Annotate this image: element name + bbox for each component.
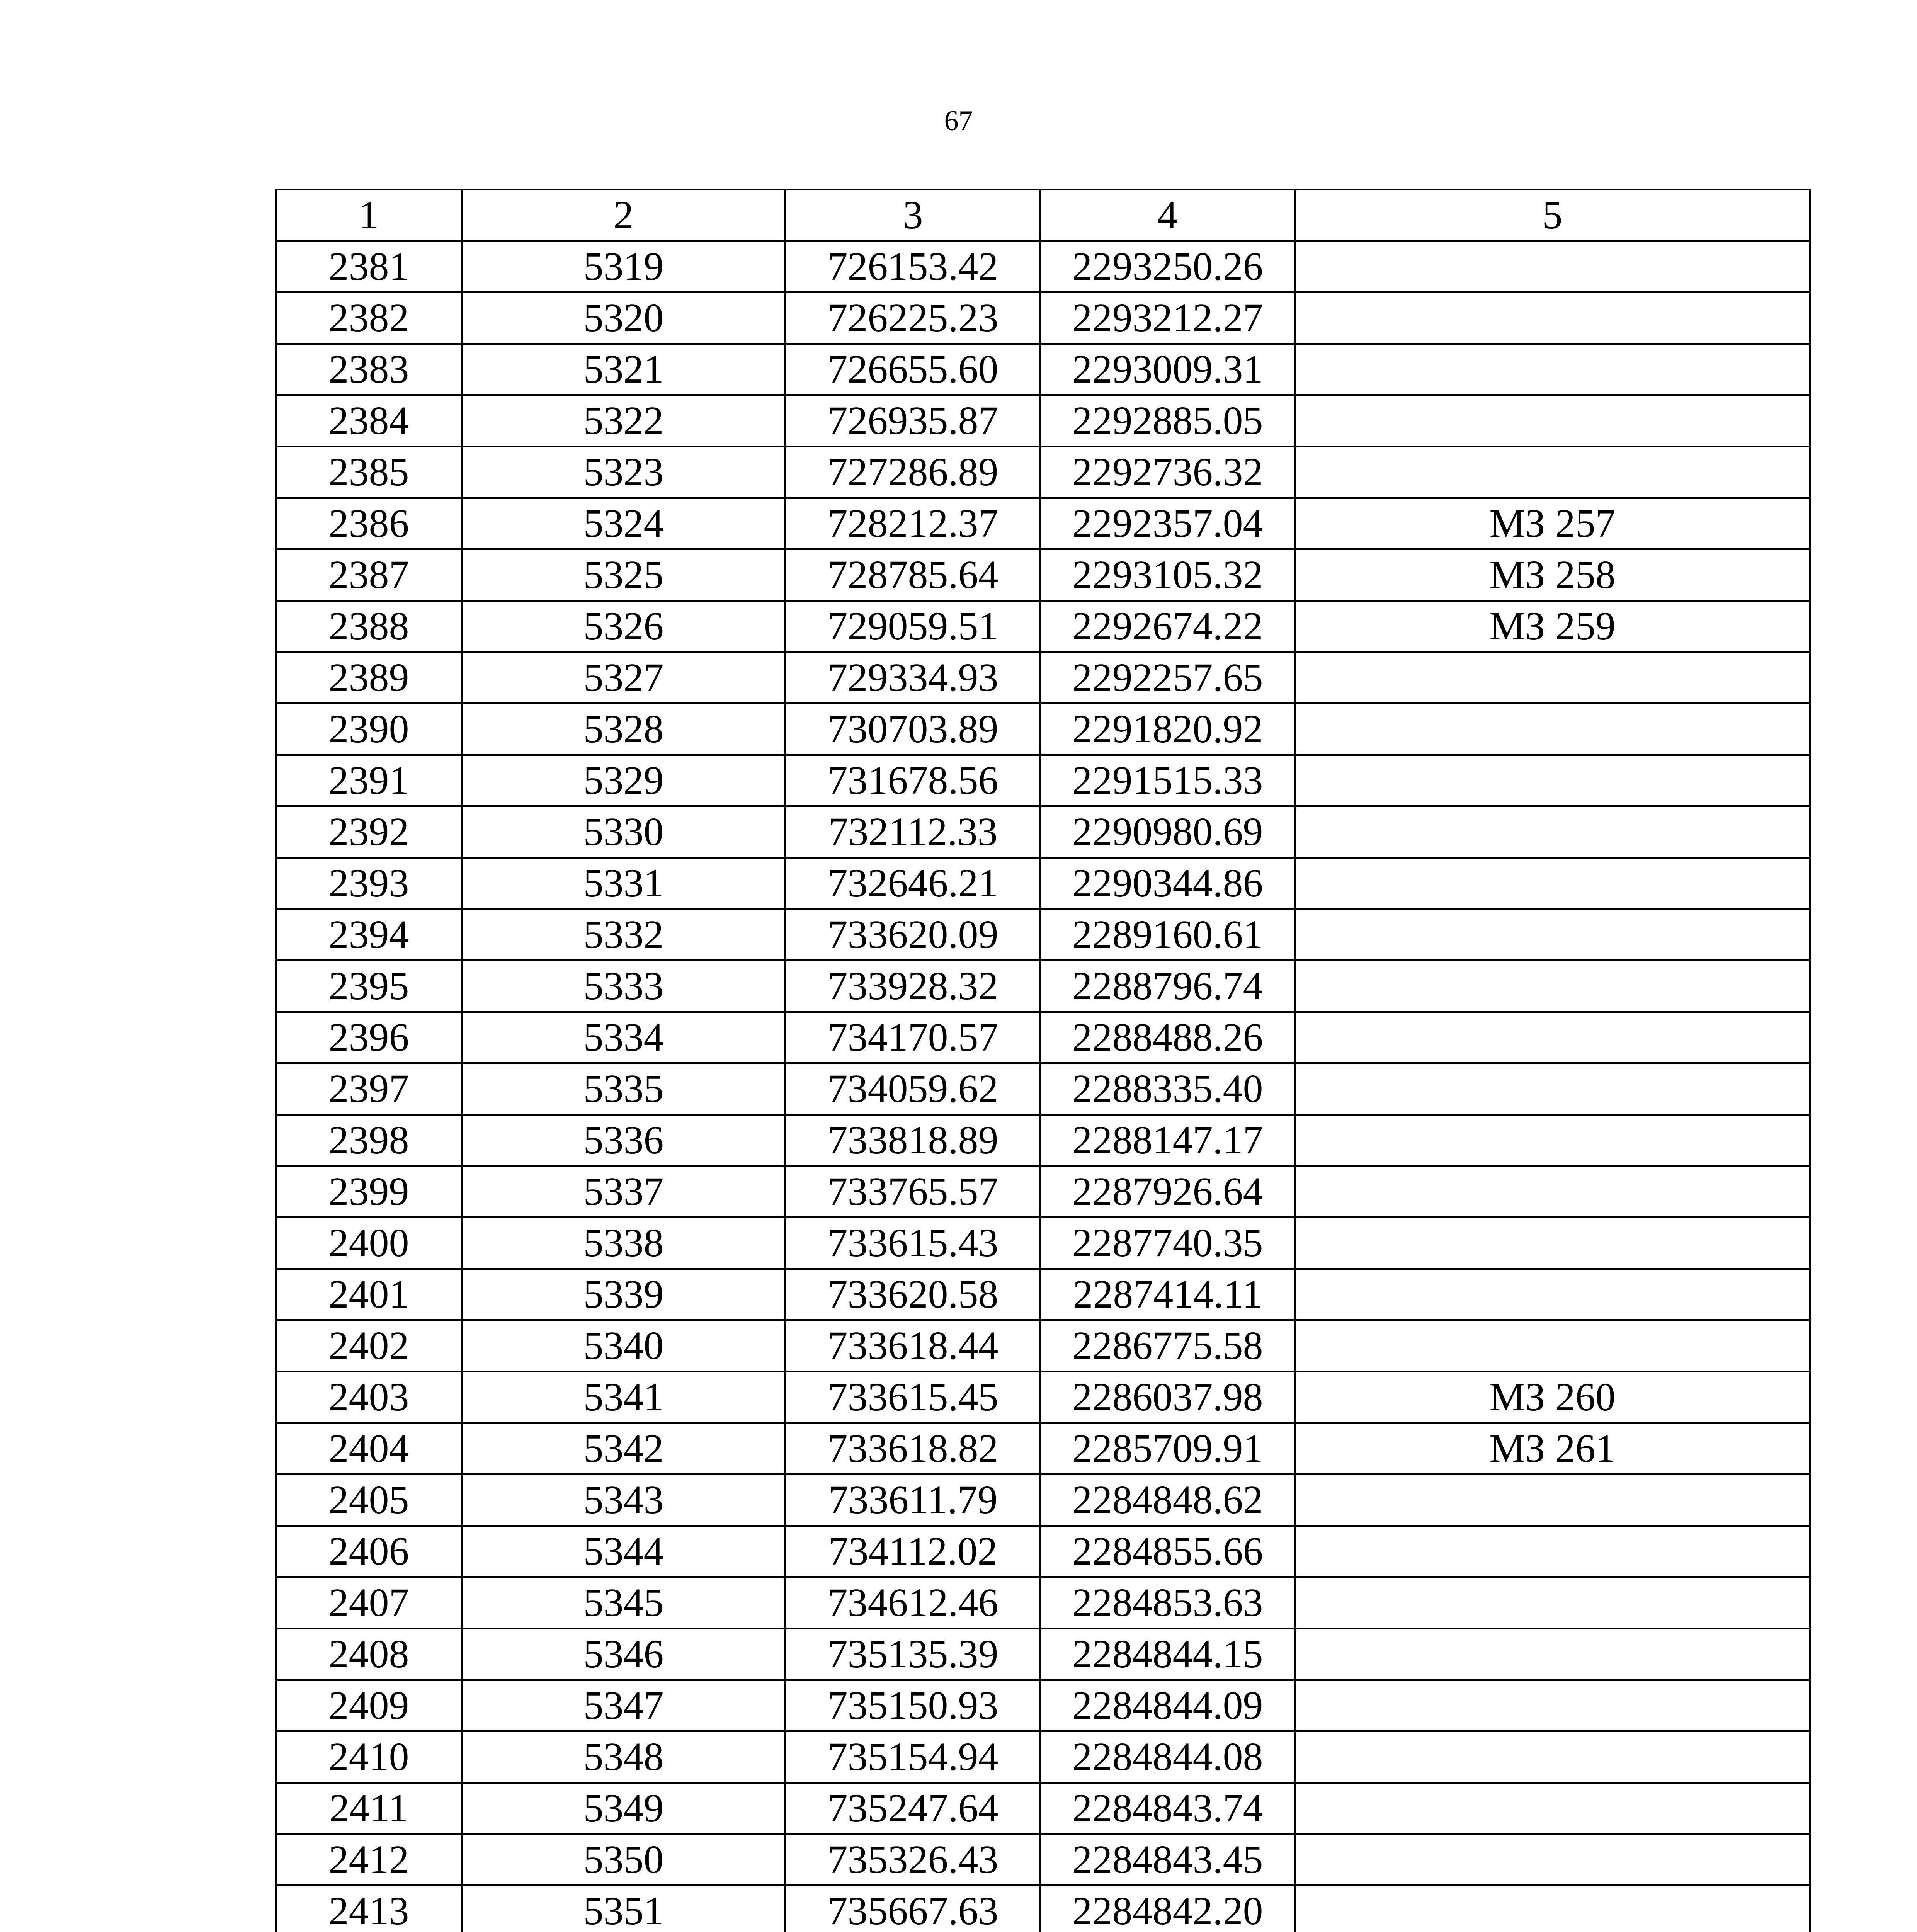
table-cell: 2284844.09 bbox=[1041, 1680, 1295, 1731]
column-header: 2 bbox=[462, 190, 786, 241]
table-row bbox=[276, 1012, 1810, 1063]
table-row bbox=[276, 1115, 1810, 1166]
table-cell: 2408 bbox=[276, 1629, 462, 1680]
table-cell: 2293009.31 bbox=[1041, 344, 1295, 395]
table-cell: 733615.45 bbox=[786, 1372, 1041, 1423]
table-cell bbox=[1295, 293, 1810, 344]
table-cell: 5335 bbox=[462, 1063, 786, 1115]
table-cell: 2292736.32 bbox=[1041, 447, 1295, 498]
table-cell: 5324 bbox=[462, 498, 786, 549]
table-row bbox=[276, 498, 1810, 549]
table-cell: 5339 bbox=[462, 1269, 786, 1320]
page-number: 67 bbox=[944, 105, 973, 137]
table-cell: 2389 bbox=[276, 652, 462, 704]
table-cell: 2288147.17 bbox=[1041, 1115, 1295, 1166]
table-cell: 5351 bbox=[462, 1886, 786, 1932]
table-cell: 733818.89 bbox=[786, 1115, 1041, 1166]
table-cell: 2403 bbox=[276, 1372, 462, 1423]
table-cell: 5333 bbox=[462, 961, 786, 1012]
table-cell: 5330 bbox=[462, 806, 786, 858]
table-cell: 5348 bbox=[462, 1731, 786, 1783]
table-cell: 2290980.69 bbox=[1041, 806, 1295, 858]
table-cell: 5320 bbox=[462, 293, 786, 344]
table-cell bbox=[1295, 1115, 1810, 1166]
table-cell: 733765.57 bbox=[786, 1166, 1041, 1218]
table-cell: 2292674.22 bbox=[1041, 601, 1295, 652]
table-cell: МЗ 261 bbox=[1295, 1423, 1810, 1475]
table-cell: 733618.82 bbox=[786, 1423, 1041, 1475]
table-cell: 735154.94 bbox=[786, 1731, 1041, 1783]
table-cell bbox=[1295, 704, 1810, 755]
table-cell: 2292357.04 bbox=[1041, 498, 1295, 549]
table-cell: 5328 bbox=[462, 704, 786, 755]
table-cell: 2393 bbox=[276, 858, 462, 909]
table-cell: 727286.89 bbox=[786, 447, 1041, 498]
table-row bbox=[276, 1269, 1810, 1320]
table-cell: 5326 bbox=[462, 601, 786, 652]
table-cell: 5332 bbox=[462, 909, 786, 961]
table-cell: 2382 bbox=[276, 293, 462, 344]
table-cell: 2396 bbox=[276, 1012, 462, 1063]
table-cell: 728785.64 bbox=[786, 549, 1041, 601]
table-cell: 2284853.63 bbox=[1041, 1577, 1295, 1629]
table-cell: 2401 bbox=[276, 1269, 462, 1320]
table-row bbox=[276, 704, 1810, 755]
table-cell: 5347 bbox=[462, 1680, 786, 1731]
table-cell bbox=[1295, 1783, 1810, 1834]
table-cell: 2287414.11 bbox=[1041, 1269, 1295, 1320]
table-cell: 2402 bbox=[276, 1320, 462, 1372]
table-cell: 734612.46 bbox=[786, 1577, 1041, 1629]
table-cell bbox=[1295, 1218, 1810, 1269]
table-cell: 2381 bbox=[276, 241, 462, 293]
table-cell: 734059.62 bbox=[786, 1063, 1041, 1115]
table-cell: 733615.43 bbox=[786, 1218, 1041, 1269]
table-cell: 733618.44 bbox=[786, 1320, 1041, 1372]
table-cell: 2395 bbox=[276, 961, 462, 1012]
table-cell: 2284844.08 bbox=[1041, 1731, 1295, 1783]
table-row bbox=[276, 1166, 1810, 1218]
table-row bbox=[276, 601, 1810, 652]
table-cell: 2284848.62 bbox=[1041, 1475, 1295, 1526]
table-row bbox=[276, 1320, 1810, 1372]
table-cell: 5341 bbox=[462, 1372, 786, 1423]
table-cell: 726655.60 bbox=[786, 344, 1041, 395]
table-cell bbox=[1295, 1731, 1810, 1783]
table-cell: 2404 bbox=[276, 1423, 462, 1475]
table-cell: 726935.87 bbox=[786, 395, 1041, 447]
table-cell: 734170.57 bbox=[786, 1012, 1041, 1063]
table-cell: 5322 bbox=[462, 395, 786, 447]
table-cell: 5331 bbox=[462, 858, 786, 909]
table-cell bbox=[1295, 1680, 1810, 1731]
table-cell: 2398 bbox=[276, 1115, 462, 1166]
table-cell: 735667.63 bbox=[786, 1886, 1041, 1932]
table-cell bbox=[1295, 241, 1810, 293]
column-header: 1 bbox=[276, 190, 462, 241]
table-cell: 2400 bbox=[276, 1218, 462, 1269]
table-cell: 2385 bbox=[276, 447, 462, 498]
column-header: 3 bbox=[786, 190, 1041, 241]
table-cell: 2291515.33 bbox=[1041, 755, 1295, 806]
table-cell: 2388 bbox=[276, 601, 462, 652]
table-cell: 2405 bbox=[276, 1475, 462, 1526]
table-row bbox=[276, 1063, 1810, 1115]
table-cell bbox=[1295, 858, 1810, 909]
table-cell: 734112.02 bbox=[786, 1526, 1041, 1577]
coordinates-table bbox=[275, 189, 1811, 1932]
table-cell bbox=[1295, 1886, 1810, 1932]
table-cell: 5323 bbox=[462, 447, 786, 498]
table-cell: 735326.43 bbox=[786, 1834, 1041, 1886]
table-cell: 2413 bbox=[276, 1886, 462, 1932]
table-row bbox=[276, 1423, 1810, 1475]
table-cell bbox=[1295, 1166, 1810, 1218]
table-row bbox=[276, 1475, 1810, 1526]
table-cell: 5350 bbox=[462, 1834, 786, 1886]
table-row bbox=[276, 344, 1810, 395]
table-cell: 2288796.74 bbox=[1041, 961, 1295, 1012]
table-cell: МЗ 258 bbox=[1295, 549, 1810, 601]
table-row bbox=[276, 1731, 1810, 1783]
table-cell: 5336 bbox=[462, 1115, 786, 1166]
table-cell: МЗ 260 bbox=[1295, 1372, 1810, 1423]
table-cell bbox=[1295, 344, 1810, 395]
table-cell: 2286037.98 bbox=[1041, 1372, 1295, 1423]
table-cell: 2391 bbox=[276, 755, 462, 806]
table-cell: 2386 bbox=[276, 498, 462, 549]
table-cell: 735247.64 bbox=[786, 1783, 1041, 1834]
table-cell bbox=[1295, 1834, 1810, 1886]
table-cell: 2287926.64 bbox=[1041, 1166, 1295, 1218]
table-cell: 726225.23 bbox=[786, 293, 1041, 344]
table-cell bbox=[1295, 1320, 1810, 1372]
table-cell: 2390 bbox=[276, 704, 462, 755]
table-cell: 2293105.32 bbox=[1041, 549, 1295, 601]
table-cell: 2409 bbox=[276, 1680, 462, 1731]
table-cell: 2284843.74 bbox=[1041, 1783, 1295, 1834]
table-row bbox=[276, 858, 1810, 909]
table-cell: 5340 bbox=[462, 1320, 786, 1372]
table-cell: 2286775.58 bbox=[1041, 1320, 1295, 1372]
table-cell: 2293250.26 bbox=[1041, 241, 1295, 293]
table-row bbox=[276, 961, 1810, 1012]
table-cell: 728212.37 bbox=[786, 498, 1041, 549]
table-cell: 2383 bbox=[276, 344, 462, 395]
table-cell: 5334 bbox=[462, 1012, 786, 1063]
table-cell: 2397 bbox=[276, 1063, 462, 1115]
column-header: 5 bbox=[1295, 190, 1810, 241]
table-cell: 733620.09 bbox=[786, 909, 1041, 961]
table-cell: 5319 bbox=[462, 241, 786, 293]
table-row bbox=[276, 909, 1810, 961]
table-row bbox=[276, 1218, 1810, 1269]
column-header: 4 bbox=[1041, 190, 1295, 241]
table-cell: 2284843.45 bbox=[1041, 1834, 1295, 1886]
table-cell bbox=[1295, 806, 1810, 858]
table-cell bbox=[1295, 1629, 1810, 1680]
table-row bbox=[276, 1372, 1810, 1423]
table-cell: 2289160.61 bbox=[1041, 909, 1295, 961]
table-cell: 733928.32 bbox=[786, 961, 1041, 1012]
table-cell bbox=[1295, 395, 1810, 447]
table-row bbox=[276, 293, 1810, 344]
table-cell bbox=[1295, 1475, 1810, 1526]
table-cell bbox=[1295, 1063, 1810, 1115]
table-cell: 5329 bbox=[462, 755, 786, 806]
table-cell: 732646.21 bbox=[786, 858, 1041, 909]
table-row bbox=[276, 447, 1810, 498]
table-cell: 729334.93 bbox=[786, 652, 1041, 704]
table-cell: 2406 bbox=[276, 1526, 462, 1577]
table-cell: 730703.89 bbox=[786, 704, 1041, 755]
table-cell bbox=[1295, 447, 1810, 498]
table-cell bbox=[1295, 652, 1810, 704]
table-row bbox=[276, 395, 1810, 447]
table-cell: 2387 bbox=[276, 549, 462, 601]
table-cell: 2410 bbox=[276, 1731, 462, 1783]
table-cell bbox=[1295, 909, 1810, 961]
table-row bbox=[276, 241, 1810, 293]
table-row bbox=[276, 806, 1810, 858]
table-cell: 5344 bbox=[462, 1526, 786, 1577]
table-cell: 2392 bbox=[276, 806, 462, 858]
table-cell: 2292885.05 bbox=[1041, 395, 1295, 447]
table-cell bbox=[1295, 1012, 1810, 1063]
table-cell: 2394 bbox=[276, 909, 462, 961]
table-cell: 5327 bbox=[462, 652, 786, 704]
table-cell: 2284855.66 bbox=[1041, 1526, 1295, 1577]
table-cell: 2292257.65 bbox=[1041, 652, 1295, 704]
table-header-row bbox=[276, 190, 1810, 241]
table-cell: 5343 bbox=[462, 1475, 786, 1526]
table-row bbox=[276, 549, 1810, 601]
table-cell bbox=[1295, 961, 1810, 1012]
table-cell: 735150.93 bbox=[786, 1680, 1041, 1731]
table-cell: 2407 bbox=[276, 1577, 462, 1629]
table-row bbox=[276, 755, 1810, 806]
table-cell: 2399 bbox=[276, 1166, 462, 1218]
table-cell: 733620.58 bbox=[786, 1269, 1041, 1320]
table-cell: 729059.51 bbox=[786, 601, 1041, 652]
table-cell: 2284842.20 bbox=[1041, 1886, 1295, 1932]
table-row bbox=[276, 1834, 1810, 1886]
table-cell: 2384 bbox=[276, 395, 462, 447]
table-cell bbox=[1295, 1269, 1810, 1320]
table-cell: 2412 bbox=[276, 1834, 462, 1886]
table-row bbox=[276, 652, 1810, 704]
table-cell: 2287740.35 bbox=[1041, 1218, 1295, 1269]
table-cell: 2288335.40 bbox=[1041, 1063, 1295, 1115]
table-cell: МЗ 259 bbox=[1295, 601, 1810, 652]
table-cell: 5349 bbox=[462, 1783, 786, 1834]
table-cell: 726153.42 bbox=[786, 241, 1041, 293]
table-cell: 2411 bbox=[276, 1783, 462, 1834]
table-row bbox=[276, 1629, 1810, 1680]
table-cell: 2290344.86 bbox=[1041, 858, 1295, 909]
table-row bbox=[276, 1886, 1810, 1932]
table-cell: 731678.56 bbox=[786, 755, 1041, 806]
table-cell bbox=[1295, 1577, 1810, 1629]
table-cell: 732112.33 bbox=[786, 806, 1041, 858]
table-row bbox=[276, 1577, 1810, 1629]
table-cell bbox=[1295, 1526, 1810, 1577]
table-cell: 2285709.91 bbox=[1041, 1423, 1295, 1475]
table-cell: МЗ 257 bbox=[1295, 498, 1810, 549]
table-cell: 733611.79 bbox=[786, 1475, 1041, 1526]
table-cell: 2291820.92 bbox=[1041, 704, 1295, 755]
table-cell: 2288488.26 bbox=[1041, 1012, 1295, 1063]
table-cell: 5325 bbox=[462, 549, 786, 601]
table-row bbox=[276, 1680, 1810, 1731]
table-row bbox=[276, 1783, 1810, 1834]
table-cell: 2293212.27 bbox=[1041, 293, 1295, 344]
table-cell: 5346 bbox=[462, 1629, 786, 1680]
table-cell: 2284844.15 bbox=[1041, 1629, 1295, 1680]
table-cell bbox=[1295, 755, 1810, 806]
table-body bbox=[276, 241, 1810, 1932]
table-cell: 5337 bbox=[462, 1166, 786, 1218]
table-cell: 5321 bbox=[462, 344, 786, 395]
table-cell: 735135.39 bbox=[786, 1629, 1041, 1680]
table-cell: 5345 bbox=[462, 1577, 786, 1629]
table-cell: 5338 bbox=[462, 1218, 786, 1269]
table-cell: 5342 bbox=[462, 1423, 786, 1475]
table-row bbox=[276, 1526, 1810, 1577]
